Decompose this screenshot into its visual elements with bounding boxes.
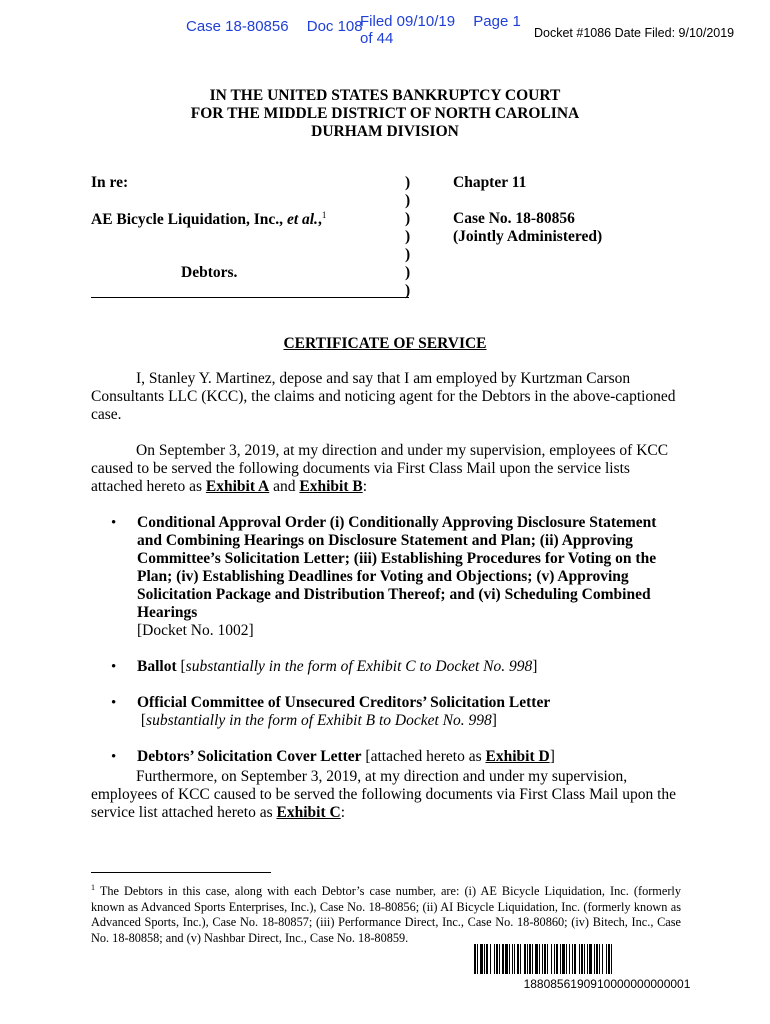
paragraph-3: Furthermore, on September 3, 2019, at my direction and under my supervision, employees of KCC caused to be served the following documents via First Class Mail upon the service list attached hereto as Exhibit C: xyxy=(91,768,677,821)
footnote-divider xyxy=(91,872,271,873)
barcode xyxy=(474,944,740,974)
court-heading xyxy=(0,87,770,141)
court-line-2: FOR THE MIDDLE DISTRICT OF NORTH CAROLINA xyxy=(190,105,580,122)
paragraph-1: I, Stanley Y. Martinez, depose and say that I am employed by Kurtzman Carson Consultants LLC (KCC), the claims and noticing agent for the Debtors in the above-captioned case. xyxy=(91,370,676,423)
bullet-icon: • xyxy=(111,515,117,531)
bullet-icon: • xyxy=(111,749,117,765)
list-item: • Ballot [substantially in the form of Exhibit C to Docket No. 998] xyxy=(111,658,538,675)
exhibit-a-ref: Exhibit A xyxy=(205,478,270,495)
caption-parens: ) ) ) ) ) ) ) xyxy=(405,174,411,299)
caption-debtors: Debtors. xyxy=(181,264,238,281)
list-item: • Official Committee of Unsecured Creditors’ Solicitation Letter [substantially in the form of Exhibit B to Docket No. 998] xyxy=(111,694,551,729)
caption-chapter: Chapter 11 xyxy=(453,174,527,191)
paragraph-2: On September 3, 2019, at my direction and under my supervision, employees of KCC caused to be served the following documents via First Class Mail upon the service lists attached hereto as Exhibit A and Exhibit B: xyxy=(91,442,669,495)
caption-in-re: In re: xyxy=(91,174,129,191)
court-line-3: DURHAM DIVISION xyxy=(311,123,459,140)
caption-case-number: Case No. 18-80856 (Jointly Administered) xyxy=(453,210,603,245)
bullet-icon: • xyxy=(111,695,117,711)
exhibit-c-ref: Exhibit C xyxy=(276,804,341,821)
stamp-filed-fragment: Filed 09/10/19 Page 1 of 44 xyxy=(360,13,521,47)
document-list xyxy=(91,514,683,766)
document-title: CERTIFICATE OF SERVICE xyxy=(283,335,487,352)
footnote: $^1$ The Debtors in this case, along with each Debtor’s case number, are: (i) AE Bicycle Liquidation, Inc. (formerly known as Advanced Sports Enterprises, Inc.), Case No. 18-80856; (ii) AI Bicycle Liquidation, Inc. (formerly known as Advanced Sports, Inc.), Case No. 18-80857; (iii) Performance Direct, Inc., Case No. 18-80860; (iv) Bitech, Inc., Case No. 18-80858; and (v) Nashbar Direct, Inc., Case No. 18-80859. xyxy=(91,883,681,945)
list-item: • Debtors’ Solicitation Cover Letter [attached hereto as Exhibit D] xyxy=(111,748,555,765)
case-stamp xyxy=(186,18,363,35)
bullet-icon: • xyxy=(111,659,117,675)
caption-debtor-name: AE Bicycle Liquidation, Inc., et al.,$^1$ xyxy=(91,210,327,229)
caption-jointly: (Jointly Administered) xyxy=(453,228,603,245)
docket-stamp: Docket #1086 Date Filed: 9/10/2019 xyxy=(534,26,735,40)
list-item: • Conditional Approval Order (i) Conditionally Approving Disclosure Statement and Combining Hearings on Disclosure Statement and Plan; (ii) Approving Committee’s Solicitation Letter; (iii) Establishing Procedures for Voting on the Plan; (iv) Establishing Deadlines for Voting and Objections; (v) Approving Solicitation Package and Distribution Thereof; and (vi) Scheduling Combined Hearings [Docket No. 1002] xyxy=(111,514,657,639)
exhibit-b-ref: Exhibit B xyxy=(299,478,363,495)
court-line-1: IN THE UNITED STATES BANKRUPTCY COURT xyxy=(209,87,561,104)
exhibit-d-ref: Exhibit D xyxy=(485,748,550,765)
stamp-case-number: Case 18-80856 xyxy=(186,18,289,35)
caption-underline xyxy=(91,297,409,298)
stamp-doc-number: Doc 108 xyxy=(306,18,363,35)
barcode-bar xyxy=(612,944,614,974)
barcode-number: 1880856190910000000000001 xyxy=(523,977,691,991)
